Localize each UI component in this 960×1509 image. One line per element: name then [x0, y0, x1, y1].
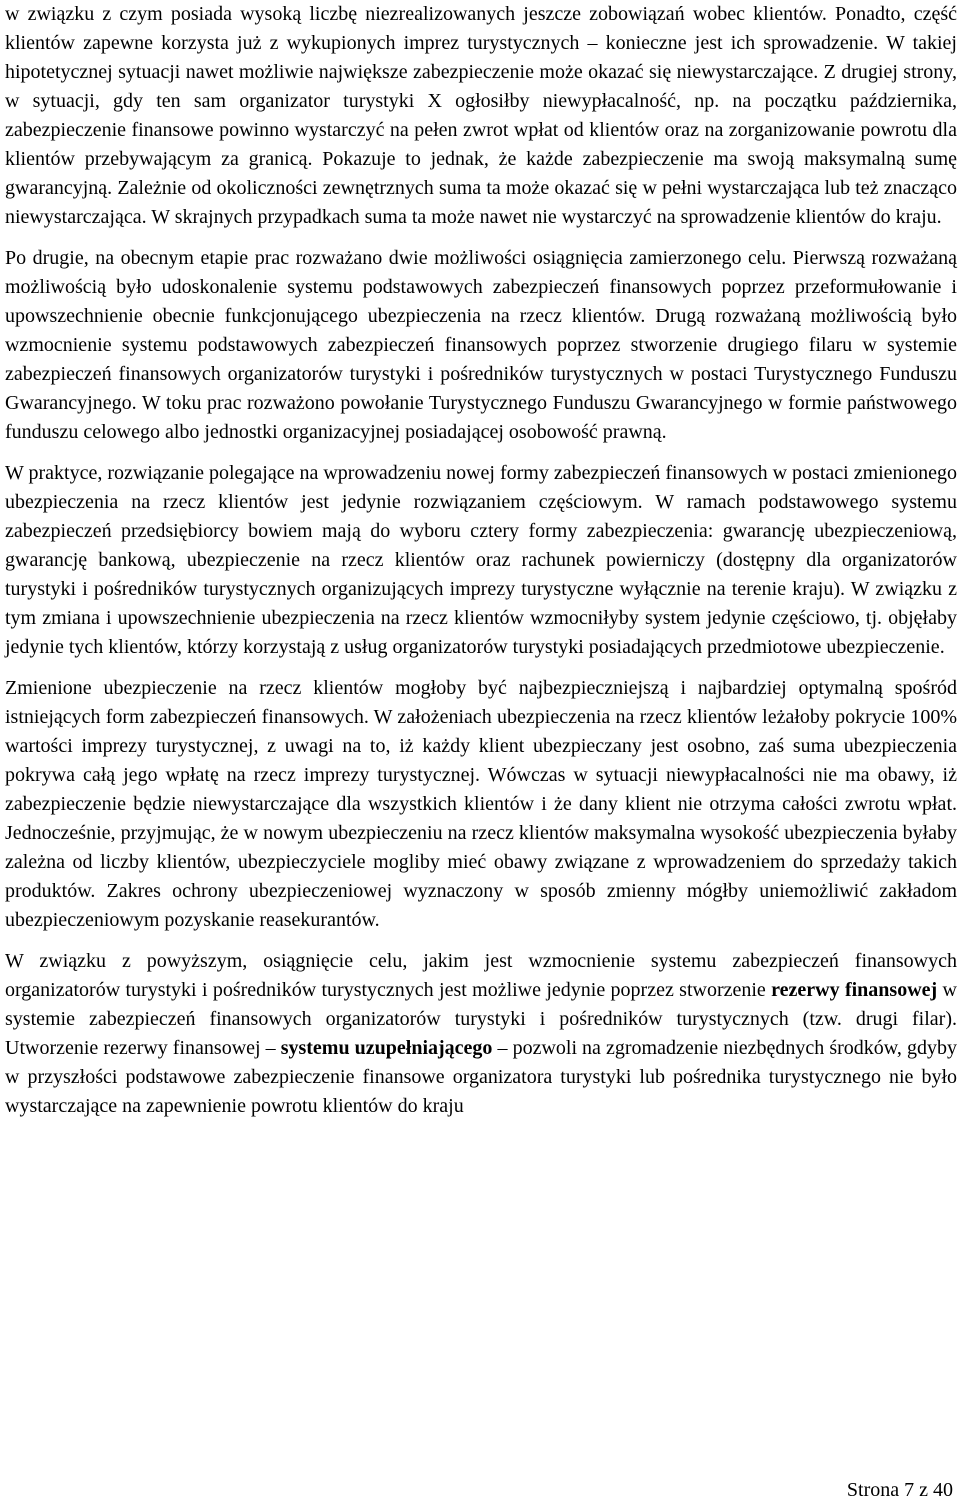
bold-term-supplementary-system: systemu uzupełniającego	[280, 1037, 493, 1059]
paragraph-1: w związku z czym posiada wysoką liczbę niezrealizowanych jeszcze zobowiązań wobec klientów. Ponadto, część klientów zapewne korzysta już z wykupionych imprez turystycznych – konieczne jest ich sprowadzenie. W takiej hipotetycznej sytuacji nawet możliwie największe zabezpieczenie może okazać się niewystarczające. Z drugiej strony, w sytuacji, gdy ten sam organizator turystyki X ogłosiłby niewypłacalność, np. na początku października, zabezpieczenie finansowe powinno wystarczyć na pełen zwrot wpłat od klientów oraz na zorganizowanie powrotu dla klientów przebywającym za granicą. Pokazuje to jednak, że każde zabezpieczenie ma swoją maksymalną sumę gwarancyjną. Zależnie od okoliczności zewnętrznych suma ta może okazać się w pełni wystarczająca lub też znacząco niewystarczająca. W skrajnych przypadkach suma ta może nawet nie wystarczyć na sprowadzenie klientów do kraju.	[5, 3, 957, 228]
paragraph-5-text-1: W związku z powyższym, osiągnięcie celu, jakim jest wzmocnienie systemu zabezpieczeń finansowych organizatorów turystyki i pośredników turystycznych jest możliwe jedynie poprzez stworzenie	[5, 950, 957, 1001]
document-page	[5, 0, 957, 1133]
paragraph-5	[5, 947, 957, 1121]
paragraph-4: Zmienione ubezpieczenie na rzecz klientów mogłoby być najbezpieczniejszą i najbardziej optymalną spośród istniejących form zabezpieczeń finansowych. W założeniach ubezpieczenia na rzecz klientów leżałoby pokrycie 100% wartości imprezy turystycznej, z uwagi na to, iż każdy klient ubezpieczany jest osobno, zaś suma ubezpieczenia pokrywa całą jego wpłatę na rzecz imprezy turystycznej. Wówczas w sytuacji niewypłacalności nie ma obawy, iż zabezpieczenie będzie niewystarczające dla wszystkich klientów i że dany klient nie otrzyma całości zwrotu wpłat. Jednocześnie, przyjmując, że w nowym ubezpieczeniu na rzecz klientów maksymalna wysokość ubezpieczenia byłaby zależna od liczby klientów, ubezpieczyciele mogliby mieć obawy związane z wprowadzeniem do sprzedaży takich produktów. Zakres ochrony ubezpieczeniowej wyznaczony w sposób zmienny mógłby uniemożliwić zakładom ubezpieczeniowym pozyskanie reasekurantów.	[5, 677, 957, 931]
paragraph-3: W praktyce, rozwiązanie polegające na wprowadzeniu nowej formy zabezpieczeń finansowych w postaci zmienionego ubezpieczenia na rzecz klientów jest jedynie rozwiązaniem częściowym. W ramach podstawowego systemu zabezpieczeń przedsiębiorcy bowiem mają do wyboru cztery formy zabezpieczenia: gwarancję ubezpieczeniową, gwarancję bankową, ubezpieczenie na rzecz klientów oraz rachunek powierniczy (dostępny dla organizatorów turystyki i pośredników turystycznych organizujących imprezy turystyczne wyłącznie na terenie kraju). W związku z tym zmiana i upowszechnienie ubezpieczenia na rzecz klientów wzmocniłyby system jedynie częściowo, tj. objęłaby jedynie tych klientów, którzy korzystają z usług organizatorów turystyki posiadających przedmiotowe ubezpieczenie.	[5, 462, 957, 658]
bold-term-financial-reserve: rezerwy finansowej	[771, 979, 938, 1001]
page-number: Strona 7 z 40	[846, 1479, 953, 1501]
paragraph-5-text-2: w systemie zabezpieczeń finansowych organizatorów turystyki i pośredników turystycznych (tzw. drugi filar). Utworzenie rezerwy finansowej –	[5, 979, 957, 1059]
paragraph-2: Po drugie, na obecnym etapie prac rozważano dwie możliwości osiągnięcia zamierzonego celu. Pierwszą rozważaną możliwością było udoskonalenie systemu podstawowych zabezpieczeń finansowych poprzez przeformułowanie i upowszechnienie obecnie funkcjonującego ubezpieczenia na rzecz klientów. Drugą rozważaną możliwością było wzmocnienie systemu podstawowych zabezpieczeń finansowych poprzez stworzenie drugiego filaru w systemie zabezpieczeń finansowych organizatorów turystyki i pośredników turystycznych w postaci Turystycznego Funduszu Gwarancyjnego. W toku prac rozważono powołanie Turystycznego Funduszu Gwarancyjnego w formie państwowego funduszu celowego albo jednostki organizacyjnej posiadającej osobowość prawną.	[5, 247, 957, 443]
paragraph-5-text-3: – pozwoli na zgromadzenie niezbędnych środków, gdyby w przyszłości podstawowe zabezpieczenie finansowe organizatora turystyki lub pośrednika turystycznego nie było wystarczające na zapewnienie powrotu klientów do kraju	[5, 1037, 957, 1117]
